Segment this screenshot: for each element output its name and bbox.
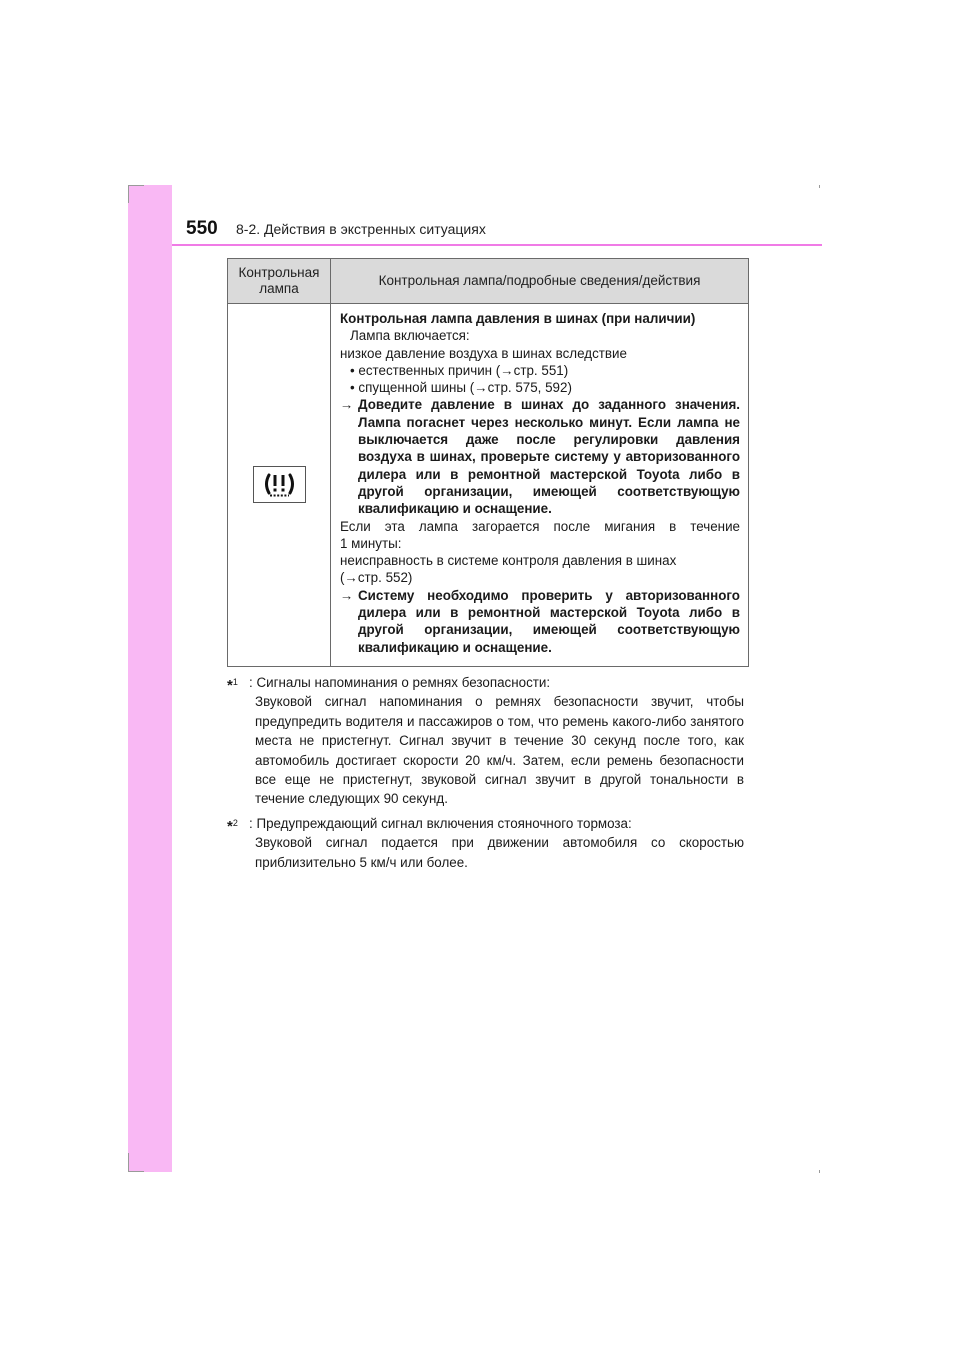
crop-mark-bottom-right xyxy=(819,1170,820,1173)
section-title: 8-2. Действия в экстренных ситуациях xyxy=(236,221,486,237)
footnote-1-marker xyxy=(227,673,238,695)
table-header-lamp: Контрольная лампа xyxy=(228,259,331,303)
crop-mark-bottom-left-h xyxy=(128,1171,144,1172)
cause-intro: низкое давление воздуха в шинах вследствие xyxy=(340,345,627,361)
footnote-star: * xyxy=(227,677,233,694)
table-header-details: Контрольная лампа/подробные сведения/действия xyxy=(378,273,701,288)
header-rule xyxy=(172,244,822,246)
action-adjust-pressure-text: Доведите давление в шинах до заданного значения. Лампа погаснет через несколько минут. Если лампа не выключается даже после регулировки давления воздуха в шинах, проверьте систему у авторизованного дилера или в ремонтной мастерской Toyota либо в другой организации, имеющей соответствующую квалификацию и оснащение. xyxy=(358,397,740,517)
footnote-1 xyxy=(227,673,744,809)
lamp-cell xyxy=(228,304,331,666)
footnote-2-heading: : Предупреждающий сигнал включения стояночного тормоза: xyxy=(249,815,632,831)
lamp-on-label: Лампа включается: xyxy=(350,328,470,344)
blink-condition-line-2: 1 минуты: xyxy=(340,535,402,551)
footnote-1-body: Звуковой сигнал напоминания о ремнях безопасности звучит, чтобы предупредить водителя и пассажиров о том, что ремень какого-либо занятого места не пристегнут. Сигнал звучит в течение 30 секунд после того, как автомобиль достигает скорости 20 км/ч. Затем, если ремень безопасности все еще не пристегнут, звуковой сигнал звучит в другой тональности в течение следующих 90 секунд. xyxy=(255,694,744,807)
crop-mark-top-left xyxy=(128,185,129,203)
side-color-band xyxy=(128,185,172,1172)
crop-mark-top-left-h xyxy=(128,185,144,186)
malfunction-ref: (→стр. 552) xyxy=(340,570,413,586)
footnote-2-body: Звуковой сигнал подается при движении автомобиля со скоростью приблизительно 5 км/ч или более. xyxy=(255,835,744,870)
footnote-star: * xyxy=(227,817,233,835)
cause-bullet-flat: • спущенной шины (→стр. 575, 592) xyxy=(350,380,572,396)
crop-mark-bottom-left xyxy=(128,1153,129,1171)
blink-condition-line-1: Если эта лампа загорается после мигания в течение xyxy=(340,518,740,534)
footnote-number: 1 xyxy=(232,677,238,687)
footnote-2-marker xyxy=(227,814,238,836)
table-header-row xyxy=(228,259,748,304)
tire-pressure-warning-icon xyxy=(253,466,306,503)
action-check-system-text: Систему необходимо проверить у авторизованного дилера или в ремонтной мастерской Toyota либо в другой организации, имеющей соответствующую квалификацию и оснащение. xyxy=(358,587,740,655)
arrow-icon: → xyxy=(340,397,354,413)
crop-mark-top-right xyxy=(819,185,820,188)
action-adjust-pressure xyxy=(340,396,740,517)
footnote-2 xyxy=(227,814,744,872)
warning-lamp-table xyxy=(227,258,749,667)
arrow-icon: → xyxy=(340,587,354,603)
cause-bullet-natural: • естественных причин (→стр. 551) xyxy=(350,362,569,378)
table-row xyxy=(228,304,748,666)
action-check-system xyxy=(340,587,740,656)
lamp-details-cell xyxy=(331,304,748,666)
footnote-1-heading: : Сигналы напоминания о ремнях безопасности: xyxy=(249,675,551,690)
page-number: 550 xyxy=(186,218,218,239)
lamp-title: Контрольная лампа давления в шинах (при наличии) xyxy=(340,311,696,326)
footnotes xyxy=(227,673,744,877)
malfunction-text: неисправность в системе контроля давления в шинах xyxy=(340,553,677,569)
footnote-number: 2 xyxy=(232,817,238,828)
